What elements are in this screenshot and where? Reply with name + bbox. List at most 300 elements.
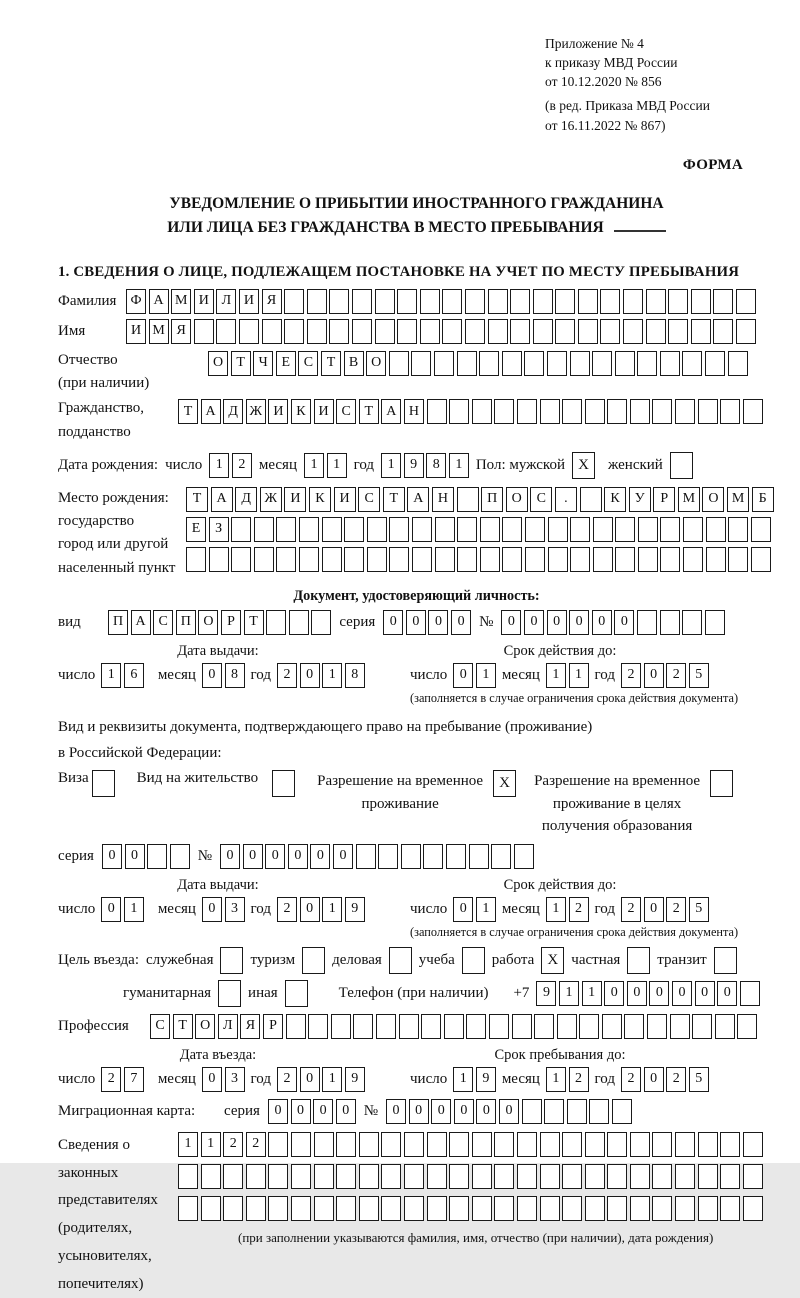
char-cell[interactable] — [307, 289, 327, 314]
char-cell[interactable] — [412, 517, 432, 542]
char-cell[interactable] — [412, 547, 432, 572]
char-cell[interactable] — [555, 319, 575, 344]
purpose-private-checkbox[interactable] — [627, 947, 650, 974]
char-cell[interactable]: 0 — [300, 1067, 320, 1092]
char-cell[interactable]: Я — [171, 319, 191, 344]
char-cell[interactable] — [720, 1164, 740, 1189]
char-cell[interactable] — [502, 351, 522, 376]
char-cell[interactable] — [743, 399, 763, 424]
char-cell[interactable]: 1 — [201, 1132, 221, 1157]
char-cell[interactable] — [353, 1014, 373, 1039]
char-cell[interactable] — [480, 547, 500, 572]
char-cell[interactable] — [675, 1196, 695, 1221]
char-cell[interactable] — [562, 1132, 582, 1157]
char-cell[interactable]: Ч — [253, 351, 273, 376]
char-cell[interactable]: Б — [752, 487, 774, 512]
char-cell[interactable] — [457, 351, 477, 376]
char-cell[interactable]: 1 — [453, 1067, 473, 1092]
char-cell[interactable] — [706, 547, 726, 572]
char-cell[interactable] — [469, 844, 489, 869]
char-cell[interactable]: Р — [221, 610, 241, 635]
visa-checkbox[interactable] — [92, 770, 115, 797]
char-cell[interactable]: А — [381, 399, 401, 424]
char-cell[interactable]: И — [126, 319, 146, 344]
char-cell[interactable] — [427, 399, 447, 424]
char-cell[interactable] — [668, 289, 688, 314]
char-cell[interactable]: С — [298, 351, 318, 376]
char-cell[interactable]: О — [208, 351, 228, 376]
char-cell[interactable]: П — [108, 610, 128, 635]
char-cell[interactable] — [517, 1132, 537, 1157]
char-cell[interactable] — [638, 517, 658, 542]
char-cell[interactable] — [585, 1132, 605, 1157]
char-cell[interactable]: 0 — [695, 981, 715, 1006]
char-cell[interactable] — [446, 844, 466, 869]
birth-place-row3-cells[interactable] — [186, 547, 774, 572]
char-cell[interactable]: 0 — [336, 1099, 356, 1124]
char-cell[interactable] — [336, 1132, 356, 1157]
char-cell[interactable]: 0 — [202, 1067, 222, 1092]
char-cell[interactable]: У — [629, 487, 651, 512]
representatives-row3-cells[interactable] — [178, 1196, 763, 1221]
char-cell[interactable]: Л — [216, 289, 236, 314]
birth-day-cells[interactable] — [209, 453, 252, 478]
char-cell[interactable] — [612, 1099, 632, 1124]
char-cell[interactable]: 1 — [582, 981, 602, 1006]
char-cell[interactable] — [510, 289, 530, 314]
birth-place-row2-cells[interactable] — [186, 517, 774, 542]
char-cell[interactable] — [314, 1164, 334, 1189]
char-cell[interactable]: 5 — [689, 1067, 709, 1092]
char-cell[interactable]: 0 — [243, 844, 263, 869]
char-cell[interactable]: 0 — [454, 1099, 474, 1124]
char-cell[interactable]: 0 — [265, 844, 285, 869]
char-cell[interactable] — [427, 1196, 447, 1221]
char-cell[interactable] — [615, 351, 635, 376]
char-cell[interactable] — [246, 1164, 266, 1189]
purpose-business-checkbox[interactable] — [220, 947, 243, 974]
char-cell[interactable] — [660, 547, 680, 572]
char-cell[interactable]: А — [201, 399, 221, 424]
char-cell[interactable] — [276, 517, 296, 542]
identity-issue-year-cells[interactable] — [277, 663, 365, 688]
char-cell[interactable] — [307, 319, 327, 344]
char-cell[interactable] — [548, 517, 568, 542]
char-cell[interactable] — [472, 1164, 492, 1189]
char-cell[interactable]: И — [284, 487, 306, 512]
char-cell[interactable]: 1 — [322, 1067, 342, 1092]
char-cell[interactable]: Д — [223, 399, 243, 424]
char-cell[interactable]: 1 — [304, 453, 324, 478]
char-cell[interactable] — [567, 1099, 587, 1124]
char-cell[interactable] — [751, 517, 771, 542]
char-cell[interactable] — [399, 1014, 419, 1039]
char-cell[interactable]: 8 — [345, 663, 365, 688]
char-cell[interactable]: 0 — [649, 981, 669, 1006]
char-cell[interactable]: 0 — [451, 610, 471, 635]
char-cell[interactable]: 2 — [666, 1067, 686, 1092]
char-cell[interactable]: 9 — [536, 981, 556, 1006]
char-cell[interactable]: З — [209, 517, 229, 542]
char-cell[interactable] — [291, 1196, 311, 1221]
char-cell[interactable]: 9 — [476, 1067, 496, 1092]
char-cell[interactable]: С — [358, 487, 380, 512]
char-cell[interactable] — [352, 319, 372, 344]
char-cell[interactable]: 0 — [592, 610, 612, 635]
char-cell[interactable] — [178, 1196, 198, 1221]
char-cell[interactable] — [246, 1196, 266, 1221]
char-cell[interactable]: 0 — [300, 663, 320, 688]
char-cell[interactable]: 2 — [621, 1067, 641, 1092]
char-cell[interactable]: Н — [404, 399, 424, 424]
char-cell[interactable] — [465, 319, 485, 344]
char-cell[interactable] — [329, 289, 349, 314]
char-cell[interactable] — [465, 289, 485, 314]
char-cell[interactable] — [705, 351, 725, 376]
entry-month-cells[interactable] — [202, 1067, 245, 1092]
char-cell[interactable] — [555, 289, 575, 314]
char-cell[interactable]: О — [195, 1014, 215, 1039]
char-cell[interactable]: 1 — [546, 897, 566, 922]
char-cell[interactable] — [435, 547, 455, 572]
char-cell[interactable]: 2 — [223, 1132, 243, 1157]
char-cell[interactable] — [472, 1196, 492, 1221]
char-cell[interactable]: 0 — [431, 1099, 451, 1124]
char-cell[interactable]: 0 — [291, 1099, 311, 1124]
char-cell[interactable] — [488, 289, 508, 314]
residence-permit-checkbox[interactable] — [272, 770, 295, 797]
char-cell[interactable] — [367, 517, 387, 542]
char-cell[interactable] — [675, 1132, 695, 1157]
char-cell[interactable] — [736, 289, 756, 314]
char-cell[interactable] — [540, 1196, 560, 1221]
char-cell[interactable]: 1 — [546, 1067, 566, 1092]
char-cell[interactable]: Т — [231, 351, 251, 376]
char-cell[interactable]: А — [407, 487, 429, 512]
char-cell[interactable]: 0 — [288, 844, 308, 869]
purpose-commercial-checkbox[interactable] — [389, 947, 412, 974]
char-cell[interactable]: М — [678, 487, 700, 512]
char-cell[interactable]: 0 — [547, 610, 567, 635]
char-cell[interactable] — [329, 319, 349, 344]
char-cell[interactable] — [534, 1014, 554, 1039]
char-cell[interactable] — [480, 517, 500, 542]
char-cell[interactable] — [314, 1196, 334, 1221]
char-cell[interactable]: 1 — [209, 453, 229, 478]
char-cell[interactable] — [223, 1196, 243, 1221]
char-cell[interactable] — [548, 547, 568, 572]
char-cell[interactable] — [720, 1132, 740, 1157]
char-cell[interactable]: 1 — [569, 663, 589, 688]
char-cell[interactable]: Ж — [246, 399, 266, 424]
char-cell[interactable] — [691, 289, 711, 314]
char-cell[interactable] — [336, 1164, 356, 1189]
char-cell[interactable]: 0 — [202, 663, 222, 688]
profession-cells[interactable] — [150, 1014, 757, 1039]
char-cell[interactable] — [705, 610, 725, 635]
char-cell[interactable] — [615, 517, 635, 542]
char-cell[interactable] — [652, 399, 672, 424]
char-cell[interactable]: 0 — [220, 844, 240, 869]
char-cell[interactable]: И — [334, 487, 356, 512]
char-cell[interactable] — [216, 319, 236, 344]
char-cell[interactable] — [646, 289, 666, 314]
char-cell[interactable] — [743, 1164, 763, 1189]
char-cell[interactable] — [299, 517, 319, 542]
char-cell[interactable] — [737, 1014, 757, 1039]
identity-issue-month-cells[interactable] — [202, 663, 245, 688]
char-cell[interactable] — [593, 547, 613, 572]
char-cell[interactable] — [646, 319, 666, 344]
char-cell[interactable]: 9 — [404, 453, 424, 478]
representatives-row2-cells[interactable] — [178, 1164, 763, 1189]
char-cell[interactable] — [607, 399, 627, 424]
char-cell[interactable]: Т — [359, 399, 379, 424]
char-cell[interactable] — [607, 1132, 627, 1157]
char-cell[interactable]: 2 — [621, 663, 641, 688]
char-cell[interactable] — [284, 319, 304, 344]
char-cell[interactable]: 0 — [614, 610, 634, 635]
char-cell[interactable] — [637, 351, 657, 376]
char-cell[interactable] — [231, 547, 251, 572]
char-cell[interactable]: 2 — [101, 1067, 121, 1092]
char-cell[interactable] — [314, 1132, 334, 1157]
char-cell[interactable] — [698, 399, 718, 424]
char-cell[interactable] — [668, 319, 688, 344]
char-cell[interactable] — [254, 517, 274, 542]
char-cell[interactable] — [423, 844, 443, 869]
char-cell[interactable]: 0 — [313, 1099, 333, 1124]
residence-issue-month-cells[interactable] — [202, 897, 245, 922]
char-cell[interactable] — [397, 289, 417, 314]
purpose-tourism-checkbox[interactable] — [302, 947, 325, 974]
char-cell[interactable]: С — [336, 399, 356, 424]
char-cell[interactable] — [442, 319, 462, 344]
char-cell[interactable]: Ф — [126, 289, 146, 314]
char-cell[interactable]: 0 — [428, 610, 448, 635]
char-cell[interactable] — [720, 1196, 740, 1221]
purpose-work-checkbox[interactable]: X — [541, 947, 564, 974]
char-cell[interactable] — [449, 1132, 469, 1157]
char-cell[interactable] — [698, 1196, 718, 1221]
char-cell[interactable]: С — [153, 610, 173, 635]
char-cell[interactable] — [420, 319, 440, 344]
char-cell[interactable] — [713, 289, 733, 314]
char-cell[interactable] — [630, 1132, 650, 1157]
char-cell[interactable]: 1 — [178, 1132, 198, 1157]
char-cell[interactable]: 0 — [202, 897, 222, 922]
char-cell[interactable] — [404, 1164, 424, 1189]
char-cell[interactable] — [540, 1132, 560, 1157]
char-cell[interactable] — [740, 981, 760, 1006]
purpose-transit-checkbox[interactable] — [714, 947, 737, 974]
purpose-other-checkbox[interactable] — [285, 980, 308, 1007]
char-cell[interactable]: 2 — [666, 663, 686, 688]
char-cell[interactable]: 0 — [476, 1099, 496, 1124]
char-cell[interactable] — [494, 1132, 514, 1157]
doc-type-cells[interactable] — [108, 610, 331, 635]
char-cell[interactable] — [720, 399, 740, 424]
char-cell[interactable] — [404, 1196, 424, 1221]
doc-number-cells[interactable] — [501, 610, 724, 635]
char-cell[interactable] — [683, 517, 703, 542]
char-cell[interactable]: 2 — [246, 1132, 266, 1157]
char-cell[interactable]: 1 — [449, 453, 469, 478]
char-cell[interactable]: 1 — [476, 663, 496, 688]
char-cell[interactable] — [194, 319, 214, 344]
char-cell[interactable]: 1 — [124, 897, 144, 922]
residence-valid-month-cells[interactable] — [546, 897, 589, 922]
char-cell[interactable]: 2 — [569, 897, 589, 922]
char-cell[interactable] — [652, 1196, 672, 1221]
char-cell[interactable] — [434, 351, 454, 376]
char-cell[interactable] — [570, 547, 590, 572]
char-cell[interactable]: Е — [186, 517, 206, 542]
char-cell[interactable] — [691, 319, 711, 344]
representatives-row1-cells[interactable] — [178, 1132, 763, 1157]
char-cell[interactable] — [660, 610, 680, 635]
char-cell[interactable] — [449, 1196, 469, 1221]
char-cell[interactable]: 0 — [453, 663, 473, 688]
char-cell[interactable] — [268, 1196, 288, 1221]
char-cell[interactable]: 1 — [327, 453, 347, 478]
char-cell[interactable] — [524, 351, 544, 376]
char-cell[interactable] — [682, 610, 702, 635]
migration-number-cells[interactable] — [386, 1099, 632, 1124]
identity-valid-day-cells[interactable] — [453, 663, 496, 688]
char-cell[interactable]: 0 — [406, 610, 426, 635]
char-cell[interactable] — [615, 547, 635, 572]
char-cell[interactable]: Р — [263, 1014, 283, 1039]
char-cell[interactable] — [331, 1014, 351, 1039]
char-cell[interactable] — [381, 1132, 401, 1157]
char-cell[interactable] — [411, 351, 431, 376]
char-cell[interactable]: 0 — [717, 981, 737, 1006]
char-cell[interactable]: 8 — [426, 453, 446, 478]
char-cell[interactable]: П — [481, 487, 503, 512]
char-cell[interactable] — [488, 319, 508, 344]
char-cell[interactable] — [623, 319, 643, 344]
char-cell[interactable] — [209, 547, 229, 572]
char-cell[interactable] — [623, 289, 643, 314]
char-cell[interactable] — [585, 399, 605, 424]
char-cell[interactable] — [266, 610, 286, 635]
char-cell[interactable] — [743, 1196, 763, 1221]
char-cell[interactable]: Т — [321, 351, 341, 376]
char-cell[interactable]: 0 — [569, 610, 589, 635]
char-cell[interactable] — [557, 1014, 577, 1039]
char-cell[interactable]: 0 — [627, 981, 647, 1006]
char-cell[interactable] — [637, 610, 657, 635]
char-cell[interactable] — [652, 1164, 672, 1189]
char-cell[interactable]: 0 — [524, 610, 544, 635]
char-cell[interactable] — [311, 610, 331, 635]
char-cell[interactable] — [359, 1164, 379, 1189]
char-cell[interactable] — [401, 844, 421, 869]
migration-seriya-cells[interactable] — [268, 1099, 356, 1124]
char-cell[interactable]: 5 — [689, 897, 709, 922]
char-cell[interactable]: 5 — [689, 663, 709, 688]
char-cell[interactable]: 2 — [569, 1067, 589, 1092]
char-cell[interactable] — [457, 547, 477, 572]
char-cell[interactable] — [652, 1132, 672, 1157]
residence-issue-day-cells[interactable] — [101, 897, 144, 922]
char-cell[interactable] — [525, 547, 545, 572]
char-cell[interactable]: С — [150, 1014, 170, 1039]
residence-issue-year-cells[interactable] — [277, 897, 365, 922]
char-cell[interactable] — [427, 1132, 447, 1157]
char-cell[interactable] — [421, 1014, 441, 1039]
char-cell[interactable]: 6 — [124, 663, 144, 688]
char-cell[interactable] — [352, 289, 372, 314]
stay-year-cells[interactable] — [621, 1067, 709, 1092]
char-cell[interactable] — [743, 1132, 763, 1157]
char-cell[interactable]: М — [171, 289, 191, 314]
char-cell[interactable] — [457, 487, 479, 512]
char-cell[interactable] — [344, 547, 364, 572]
char-cell[interactable] — [435, 517, 455, 542]
char-cell[interactable]: Т — [178, 399, 198, 424]
char-cell[interactable] — [201, 1196, 221, 1221]
char-cell[interactable] — [570, 351, 590, 376]
char-cell[interactable] — [698, 1164, 718, 1189]
char-cell[interactable] — [570, 517, 590, 542]
char-cell[interactable] — [291, 1132, 311, 1157]
char-cell[interactable] — [147, 844, 167, 869]
char-cell[interactable] — [381, 1196, 401, 1221]
sex-male-checkbox[interactable]: X — [572, 452, 595, 479]
char-cell[interactable] — [502, 517, 522, 542]
char-cell[interactable]: Т — [244, 610, 264, 635]
char-cell[interactable]: Т — [186, 487, 208, 512]
char-cell[interactable] — [600, 289, 620, 314]
char-cell[interactable] — [472, 1132, 492, 1157]
char-cell[interactable] — [579, 1014, 599, 1039]
char-cell[interactable] — [585, 1164, 605, 1189]
residence-valid-year-cells[interactable] — [621, 897, 709, 922]
char-cell[interactable] — [607, 1164, 627, 1189]
char-cell[interactable] — [670, 1014, 690, 1039]
birth-year-cells[interactable] — [381, 453, 469, 478]
residence-seriya-cells[interactable] — [102, 844, 190, 869]
char-cell[interactable]: 0 — [644, 897, 664, 922]
char-cell[interactable] — [268, 1164, 288, 1189]
char-cell[interactable] — [178, 1164, 198, 1189]
char-cell[interactable] — [466, 1014, 486, 1039]
char-cell[interactable] — [517, 1164, 537, 1189]
char-cell[interactable] — [201, 1164, 221, 1189]
char-cell[interactable] — [692, 1014, 712, 1039]
char-cell[interactable]: 0 — [125, 844, 145, 869]
char-cell[interactable]: 0 — [101, 897, 121, 922]
identity-valid-month-cells[interactable] — [546, 663, 589, 688]
char-cell[interactable] — [602, 1014, 622, 1039]
char-cell[interactable] — [389, 547, 409, 572]
entry-day-cells[interactable] — [101, 1067, 144, 1092]
char-cell[interactable]: О — [702, 487, 724, 512]
char-cell[interactable] — [638, 547, 658, 572]
char-cell[interactable]: 0 — [300, 897, 320, 922]
char-cell[interactable] — [381, 1164, 401, 1189]
char-cell[interactable]: 2 — [232, 453, 252, 478]
char-cell[interactable]: 1 — [322, 897, 342, 922]
char-cell[interactable] — [491, 844, 511, 869]
char-cell[interactable] — [322, 517, 342, 542]
char-cell[interactable] — [336, 1196, 356, 1221]
char-cell[interactable]: 2 — [277, 897, 297, 922]
char-cell[interactable] — [630, 1196, 650, 1221]
char-cell[interactable] — [231, 517, 251, 542]
